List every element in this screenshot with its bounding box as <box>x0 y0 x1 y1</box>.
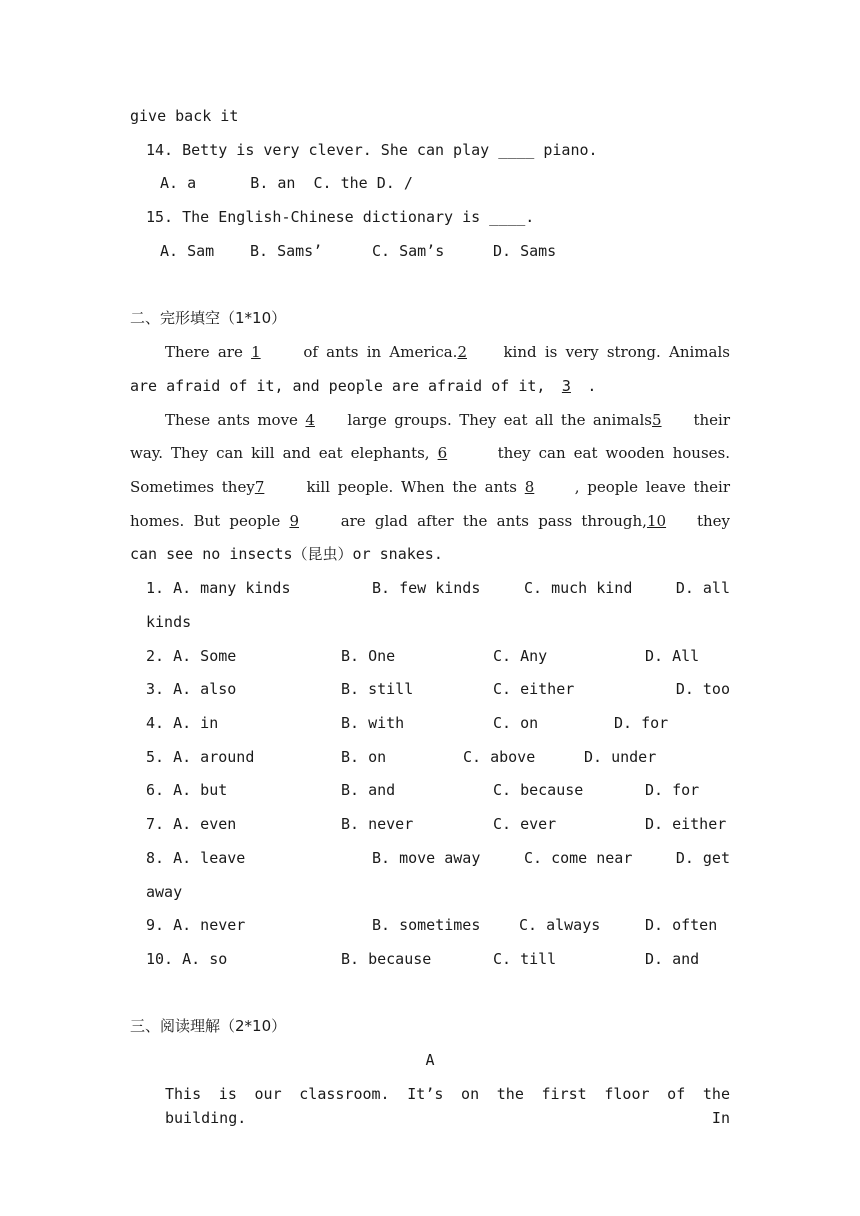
blank-3: 3 <box>561 377 571 395</box>
cloze-question-8-wrap: away <box>146 883 183 901</box>
option-b: B. Sams’ <box>250 242 323 260</box>
option-d: D. Sams <box>493 242 557 260</box>
blank-7: 7 <box>254 478 265 496</box>
blank-8: 8 <box>524 478 535 496</box>
question-14-stem: 14. Betty is very clever. She can play ____ piano. <box>146 141 598 159</box>
passage-first-line: This is our classroom. It’s on the first floor of the building. In <box>165 1085 730 1127</box>
cloze-p2-line5: can see no insects（昆虫）or snakes. <box>130 545 443 563</box>
question-14-options: A. a B. an C. the D. / <box>160 174 413 192</box>
passage-label: A <box>425 1051 435 1069</box>
blank-10: 10 <box>646 512 667 530</box>
cloze-question-3: 3. A. also B. still C. either D. too <box>146 680 730 698</box>
cloze-question-10: 10. A. so B. because C. till D. and <box>146 950 700 968</box>
blank-5: 5 <box>652 411 662 429</box>
cloze-p2-line2: way. They can kill and eat elephants, 6 they can eat wooden houses. <box>130 441 730 465</box>
cloze-heading: 二、完形填空（1*10） <box>130 309 287 327</box>
cloze-p2-line4: homes. But people 9 are glad after the ants pass through,10 they <box>130 509 730 533</box>
cloze-p2-line1: These ants move 4 large groups. They eat all the animals5 their <box>165 408 730 432</box>
cloze-p1-line1: There are 1 of ants in America.2 kind is very strong. Animals <box>165 340 730 364</box>
cloze-p1-line2: are afraid of it, and people are afraid of it, 3 . <box>130 374 730 398</box>
blank-2: 2 <box>457 343 467 361</box>
cloze-p2-line3: Sometimes they7 kill people. When the ants 8 , people leave their <box>130 475 730 499</box>
option-a: A. Sam <box>160 242 215 260</box>
blank-9: 9 <box>289 512 299 530</box>
cloze-question-8: 8. A. leave B. move away C. come near D. get <box>146 849 730 867</box>
cloze-question-6: 6. A. but B. and C. because D. for <box>146 781 700 799</box>
cloze-question-9: 9. A. never B. sometimes C. always D. often <box>146 916 718 934</box>
option-c: C. Sam’s <box>372 242 445 260</box>
cloze-question-1: 1. A. many kinds B. few kinds C. much kind D. all <box>146 579 730 597</box>
question-15-options <box>160 239 730 263</box>
cloze-question-5: 5. A. around B. on C. above D. under <box>146 748 657 766</box>
reading-heading: 三、阅读理解（2*10） <box>130 1017 287 1035</box>
cloze-question-4: 4. A. in B. with C. on D. for <box>146 714 669 732</box>
prev-question-fragment: give back it <box>130 107 239 125</box>
cloze-question-7: 7. A. even B. never C. ever D. either <box>146 815 727 833</box>
question-15-stem: 15. The English-Chinese dictionary is ____. <box>146 208 535 226</box>
cloze-question-2: 2. A. Some B. One C. Any D. All <box>146 647 700 665</box>
blank-6: 6 <box>437 444 448 462</box>
cloze-question-1-wrap: kinds <box>146 613 192 631</box>
blank-1: 1 <box>251 343 261 361</box>
blank-4: 4 <box>305 411 315 429</box>
